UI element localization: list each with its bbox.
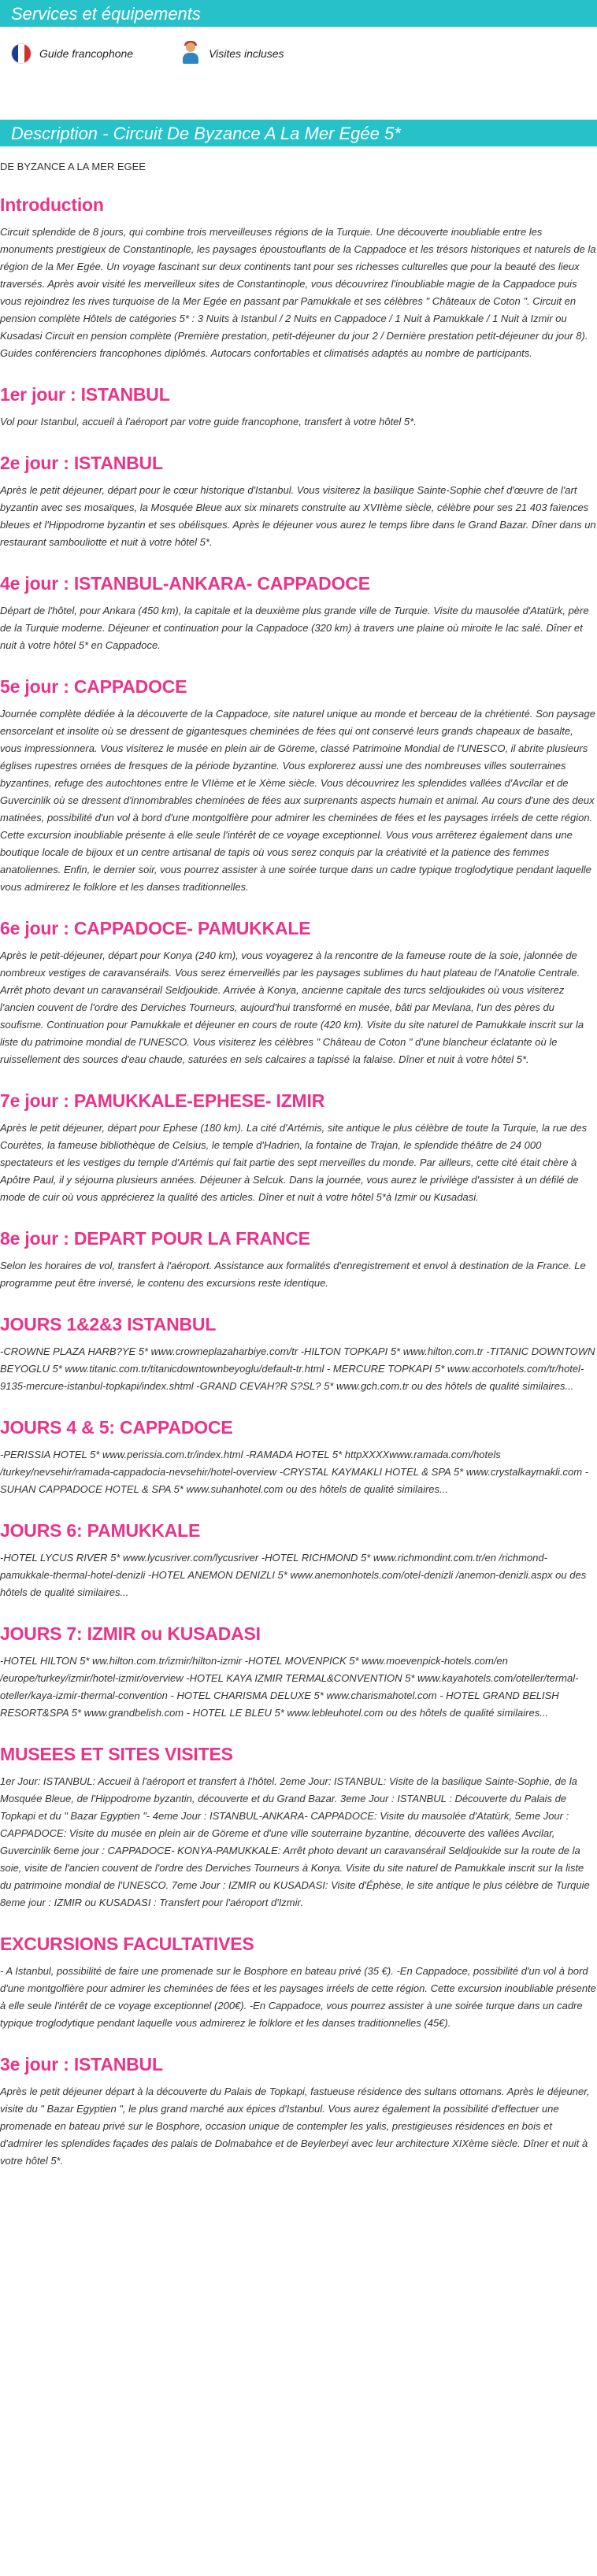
section-text: Après le petit-déjeuner, départ pour Konya (240 km), vous voyagerez à la rencontre de la fameuse route de la soie, jalonnée de nombreux vestiges de caravansérails. Vous serez émerveillés par les paysages sublimes du haut plateau de l'Anatolie Centrale. Arrêt photo devant un caravansérail Seldjoukide. Arrivée à Konya, ancienne capitale des turcs seldjoukides où vous visiterez l'ancien couvent de l'ordre des Derviches Tourneurs, aujourd'hui transformé en musée, bâti par Mevlana, l'un des pères du soufisme. Continuation pour Pamukkale et déjeuner en cours de route (420 km). Visite du site naturel de Pamukkale inscrit sur la liste du patrimoine mondial de l'UNESCO. Vous visiterez les célèbres " Château de Coton " d'une blancheur éclatante où le ruissellement des sources d'eau chaude, saturées en sels calcaires a tapissé la falaise. Dîner et nuit à votre hôtel 5*. [0,949,584,1065]
description-title: Description - Circuit De Byzance A La Mer Egée 5* [11,124,401,143]
service-visits [180,43,284,65]
services-title: Services et équipements [11,4,201,24]
section-text: -CROWNE PLAZA HARB?YE 5* www.crowneplazaharbiye.com/tr -HILTON TOPKAPI 5* www.hilton.com.tr -TITANIC DOWNTOWN BEYOGLU 5* www.titanic.com.tr/titanicdowntownbeyoglu/default-tr.html - MERCURE TOPKAPI 5* www.accorhotels.com/tr/hotel-9135-mercure-istanbul-topkapi/index.shtml -GRAND CEVAH?R S?SL? 5* www.gch.com.tr ou des hôtels de qualité similaires... [0,1345,595,1392]
section-heading: 3e jour : ISTANBUL [0,2054,163,2074]
itinerary-section [0,676,597,896]
itinerary-section [0,573,597,654]
description-subtitle: DE BYZANCE A LA MER EGEE [0,161,146,172]
itinerary-section [0,194,597,362]
section-heading: 1er jour : ISTANBUL [0,384,170,405]
section-text: -PERISSIA HOTEL 5* www.perissia.com.tr/index.html -RAMADA HOTEL 5* httpXXXXwww.ramada.com/hotels /turkey/nevsehir/ramada-cappadocia-nevsehir/hotel-overview -CRYSTAL KAYMAKLI HOTEL & SPA 5* www.crystalkaymakli.com -SUHAN CAPPADOCE HOTEL & SPA 5* www.suhanhotel.com ou des hôtels de qualité similaires... [0,1449,589,1495]
itinerary-section [0,918,597,1068]
section-heading: JOURS 6: PAMUKKALE [0,1520,201,1541]
section-text: Après le petit déjeuner départ à la découverte du Palais de Topkapi, fastueuse résidence des sultans ottomans. Après le déjeuner, visite du " Bazar Egyptien ", le plus grand marché aux épices d'Istanbul. Vous aurez également la possibilité d'effectuer une promenade en bateau privé sur le Bosphore, occasion unique de contempler les yalis, prestigieuses résidences en bois et d'admirer les splendides façades des palais de Dolmabahce et de Beylerbeyi avec leur architecture XIXème siècle. Dîner et nuit à votre hôtel 5*. [0,2086,590,2167]
itinerary-section [0,1744,597,1912]
france-flag-icon [11,43,32,64]
section-heading: 8e jour : DEPART POUR LA FRANCE [0,1228,310,1249]
services-banner [0,0,597,27]
section-text: Selon les horaires de vol, transfert à l'aéroport. Assistance aux formalités d'enregistrement et envol à destination de la France. Le programme peut être inversé, le contenu des excursions reste identique. [0,1260,586,1289]
section-text: -HOTEL LYCUS RIVER 5* www.lycusriver.com/lycusriver -HOTEL RICHMOND 5* www.richmondint.com.tr/en /richmond-pamukkale-thermal-hotel-denizli -HOTEL ANEMON DENIZLI 5* www.anemonhotels.com/otel-denizli /anemon-denizli.aspx ou des hôtels de qualité similaires... [0,1552,587,1598]
section-heading: 2e jour : ISTANBUL [0,453,163,473]
section-text: Après le petit déjeuner, départ pour Ephese (180 km). La cité d'Artémis, site antique le plus célèbre de toute la Turquie, la rue des Courètes, la fameuse bibliothèque de Celsius, le temple d'Hadrien, la fontaine de Trajan, le splendide théâtre de 24 000 spectateurs et les vestiges du temple d'Artémis qui fait partie des sept merveilles du monde. Par ailleurs, cette cité était chère à Apôtre Paul, il y séjourna plusieurs années. Déjeuner à Selcuk. Dans la journée, vous aurez le privilège d'assister à un défilé de mode de cuir où vous apprécierez la qualité des articles. Dîner et nuit à votre hôtel 5*à Izmir ou Kusadasi. [0,1122,588,1203]
section-heading: JOURS 1&2&3 ISTANBUL [0,1314,217,1334]
section-heading: JOURS 4 & 5: CAPPADOCE [0,1417,233,1438]
section-text: Journée complète dédiée à la découverte de la Cappadoce, site naturel unique au monde et berceau de la chrétienté. Son paysage ensorcelant et insolite où se dressent de gigantesques cheminées de fées qui ont conservé leurs grands chapeaux de basalte, vous impressionnera. Vous visiterez le musée en plein air de Göreme, classé Patrimoine Mondial de l'UNESCO, il abrite plusieurs églises rupestres ornées de fresques de la période byzantine. Vous explorerez aussi une des nombreuses villes souterraines byzantines, refuge des autochtones entre le VIIème et le Xème siècle. Vous découvrirez les splendides vallées d'Avcilar et de Guvercinlik où se dressent d'innombrables cheminées de fées aux surprenants aspects humain et animal. Au cours d'une des deux matinées, possibilité d'un vol à bord d'une montgolfière pour admirer les cheminées de fées et les paysages irréels de cette région. Cette excursion inoubliable présente à elle seule l'intérêt de ce voyage exceptionnel. Vous vous arrêterez également dans une boutique locale de bijoux et un centre artisanal de tapis où vous serez conquis par la créativité et la patience des femmes anatoliennes. Enfin, le dernier soir, vous pourrez assister à une soirée turque dans un cadre typique troglodytique pendant laquelle vous admirerez le folklore et les danses traditionnelles. [0,708,595,893]
section-text: Départ de l'hôtel, pour Ankara (450 km), la capitale et la deuxième plus grande ville de Turquie. Visite du mausolée d'Atatürk, père de la Turquie moderne. Déjeuner et continuation pour la Cappadoce (320 km) à travers une plaine où miroite le lac salé. Dîner et nuit à votre hôtel 5* en Cappadoce. [0,605,589,651]
section-heading: 4e jour : ISTANBUL-ANKARA- CAPPADOCE [0,573,370,594]
itinerary-section [0,384,597,431]
itinerary-section [0,453,597,551]
services-list [0,27,597,82]
section-heading: JOURS 7: IZMIR ou KUSADASI [0,1623,261,1644]
section-text: Circuit splendide de 8 jours, qui combine trois merveilleuses régions de la Turquie. Une découverte inoubliable entre les monuments prestigieux de Constantinople, les paysages époustouflants de la Cappadoce et les trésors historiques et naturels de la région de la Mer Egée. Un voyage fascinant sur deux continents tant pour ses richesses culturelles que pour la beauté des lieux traversés. Après avoir visité les merveilleux sites de Constantinople, vous découvrirez l'inoubliable magie de la Cappadoce puis vous rejoindrez les rives turquoise de la Mer Egée en passant par Pamukkale et ses célèbres " Châteaux de Coton ". Circuit en pension complète Hôtels de catégories 5* : 3 Nuits à Istanbul / 2 Nuits en Cappadoce / 1 Nuit à Pamukkale / 1 Nuit à Izmir ou Kusadasi Circuit en pension complète (Première prestation, petit-déjeuner du jour 2 / Dernière prestation petit-déjeuner du jour 8). Guides conférenciers francophones diplômés. Autocars confortables et climatisés adaptés au nombre de participants. [0,226,596,359]
itinerary-section [0,1314,597,1395]
tour-guide-icon [180,43,201,65]
itinerary-section [0,1623,597,1722]
itinerary-sections [0,194,597,2170]
itinerary-section [0,2054,597,2170]
section-heading: 5e jour : CAPPADOCE [0,676,187,697]
itinerary-section [0,1417,597,1498]
section-heading: EXCURSIONS FACULTATIVES [0,1934,254,1954]
itinerary-section [0,1090,597,1206]
itinerary-section [0,1934,597,2032]
itinerary-section [0,1228,597,1292]
section-heading: MUSEES ET SITES VISITES [0,1744,233,1764]
service-guide [11,43,133,64]
description-banner [0,120,597,146]
section-heading: 6e jour : CAPPADOCE- PAMUKKALE [0,918,311,938]
section-heading: 7e jour : PAMUKKALE-EPHESE- IZMIR [0,1090,325,1111]
section-text: Après le petit déjeuner, départ pour le cœur historique d'Istanbul. Vous visiterez la basilique Sainte-Sophie chef d'œuvre de l'art byzantin avec ses mosaïques, la Mosquée Bleue aux six minarets construite au XVIIème siècle, célèbre pour ses 21 403 faïences bleues et l'Hippodrome byzantin et ses obélisques. Après le déjeuner vous aurez le temps libre dans le Grand Bazar. Dîner dans un restaurant sambouliotte et nuit à votre hôtel 5*. [0,484,596,548]
service-guide-label: Guide francophone [39,47,134,60]
itinerary-section [0,1520,597,1601]
section-text: 1er Jour: ISTANBUL: Accueil à l'aéroport et transfert à l'hôtel. 2eme Jour: ISTANBUL: Visite de la basilique Sainte-Sophie, de la Mosquée Bleue, de l'Hippodrome byzantin, découverte et du Grand Bazar. 3eme Jour : ISTANBUL : Découverte du Palais de Topkapi et du " Bazar Egyptien "- 4eme Jour : ISTANBUL-ANKARA- CAPPADOCE: Visite du mausolée d'Atatürk, 5eme Jour : CAPPADOCE: Visite du musée en plein air de Göreme et d'une ville souterraine byzantine, découverte des vallées Avcilar, Guvercinlik 6eme jour : CAPPADOCE- KONYA-PAMUKKALE: Arrêt photo devant un caravansérail Seldjoukide sur la route de la soie, visite de l'ancien couvent de l'ordre des Derviches Tourneurs à Konya. Visite du site naturel de Pamukkale inscrit sur la liste du patrimoine mondial de l'UNESCO. 7eme Jour : IZMIR ou KUSADASI: Visite d'Éphèse, le site antique le plus célèbre de Turquie 8eme jour : IZMIR ou KUSADASI : Transfert pour l'aéroport d'Izmir. [0,1775,590,1908]
section-text: - A Istanbul, possibilité de faire une promenade sur le Bosphore en bateau privé (35 €). -En Cappadoce, possibilité d'un vol à bord d'une montgolfière pour admirer les cheminées de fées et les paysages irréels de cette région. Cette excursion inoubliable présente à elle seule l'intérêt de ce voyage exceptionnel (200€). -En Cappadoce, vous pourrez assister à une soirée turque dans un cadre typique troglodytique pendant laquelle vous admirerez le folklore et les danses traditionnelles (45€). [0,1965,596,2029]
section-text: Vol pour Istanbul, accueil à l'aéroport par votre guide francophone, transfert à votre hôtel 5*. [0,416,417,427]
section-heading: Introduction [0,194,104,215]
service-visits-label: Visites incluses [209,47,284,60]
section-text: -HOTEL HILTON 5* ww.hilton.com.tr/izmir/hilton-izmir -HOTEL MOVENPICK 5* www.moevenpick-hotels.com/en /europe/turkey/izmir/hotel-izmir/overview -HOTEL KAYA IZMIR TERMAL&CONVENTION 5* www.kayahotels.com/oteller/termal-oteller/kaya-izmir-thermal-convention - HOTEL CHARISMA DELUXE 5* www.charismahotel.com - HOTEL GRAND BELISH RESORT&SPA 5* www.grandbelish.com - HOTEL LE BLEU 5* www.lebleuhotel.com ou des hôtels de qualité similaires... [0,1655,579,1719]
